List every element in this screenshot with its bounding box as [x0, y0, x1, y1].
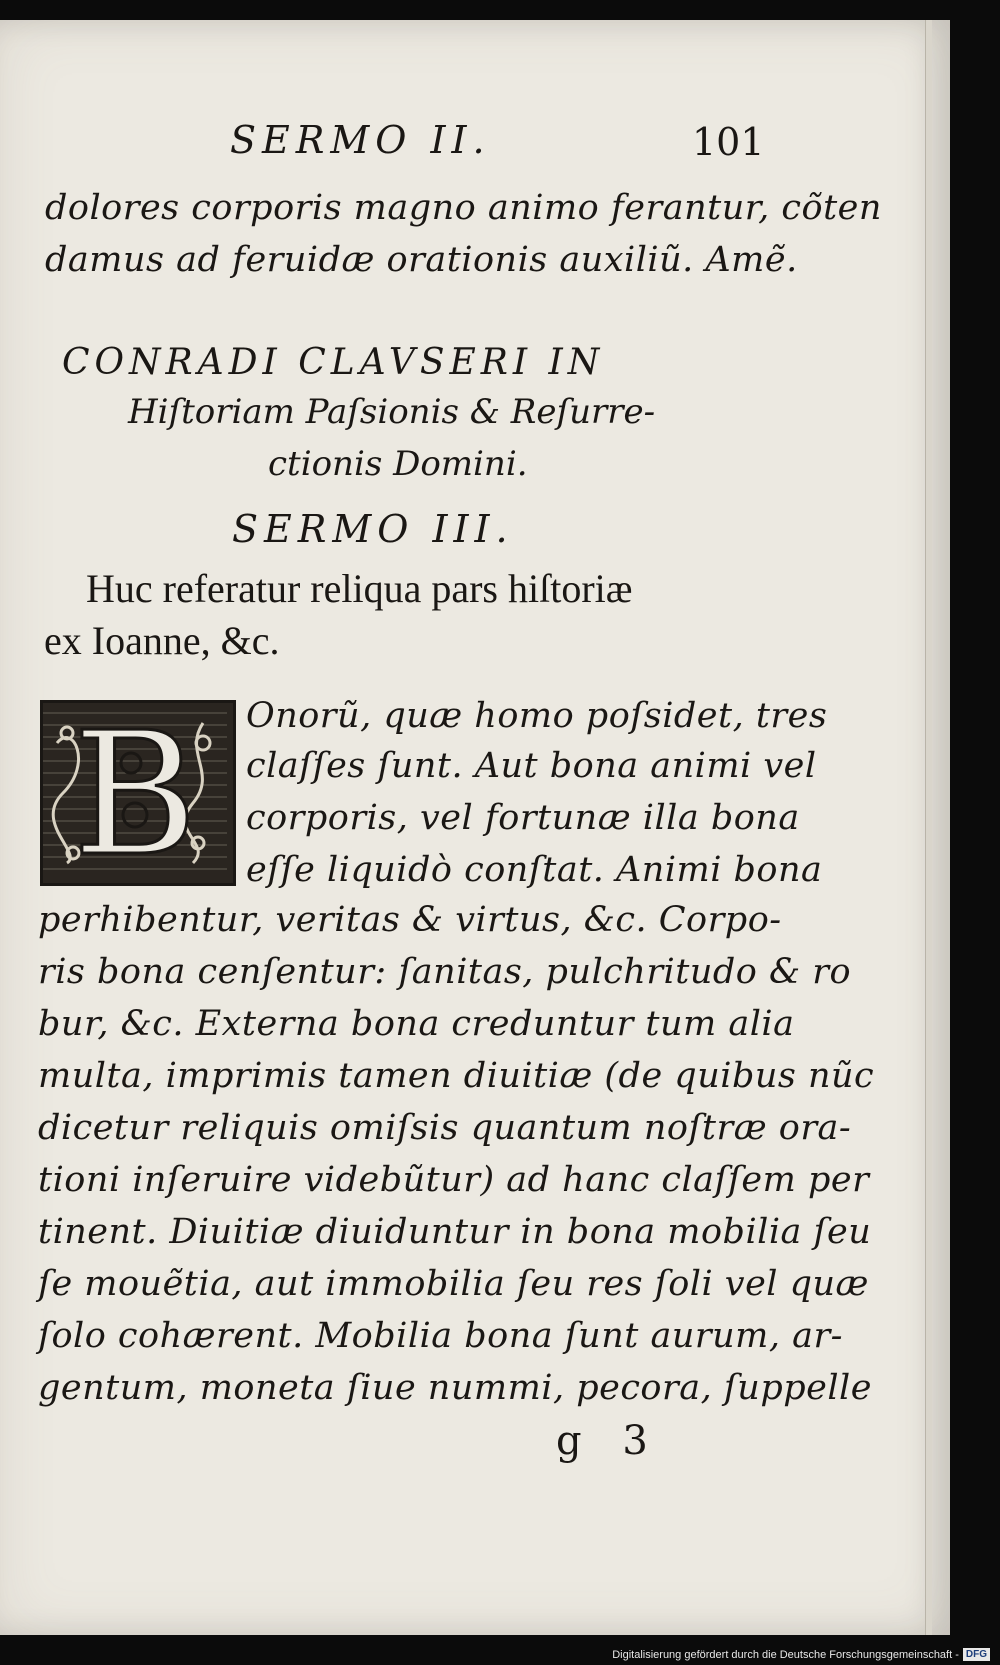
text-line: ſe mouẽtia, aut immobilia ſeu res ſoli vel quæ — [38, 1264, 869, 1304]
text-line: dicetur reliquis omiſsis quantum noſtræ ora- — [38, 1108, 852, 1148]
decorated-initial-b-icon — [40, 700, 236, 886]
section-title: CONRADI CLAVSERI IN — [62, 342, 605, 383]
section-title: ctionis Domini. — [268, 444, 528, 484]
text-line: gentum, moneta ſiue nummi, pecora, ſuppelle — [38, 1368, 872, 1408]
text-line: ſolo cohærent. Mobilia bona ſunt aurum, ar- — [38, 1316, 844, 1356]
rubric-line: Huc referatur reliqua pars hiſtoriæ — [86, 566, 633, 611]
text-line: Onorũ, quæ homo poſsidet, tres — [246, 696, 828, 736]
page-edge — [925, 20, 932, 1635]
text-line: eſſe liquidò conſtat. Animi bona — [246, 850, 823, 890]
text-line: damus ad feruidæ orationis auxiliũ. Amẽ. — [45, 240, 798, 280]
dfg-logo-icon: DFG — [963, 1648, 990, 1661]
text-line: dolores corporis magno animo ferantur, cõten — [45, 188, 882, 228]
sermon-heading: SERMO III. — [232, 507, 514, 551]
text-line: bur, &c. Externa bona creduntur tum alia — [38, 1004, 795, 1044]
text-line: ris bona cenſentur: ſanitas, pulchritudo & ro — [38, 952, 852, 992]
text-line: multa, imprimis tamen diuitiæ (de quibus nũc — [38, 1056, 875, 1096]
signature-mark: g 3 — [556, 1418, 662, 1464]
rubric-line: ex Ioanne, &c. — [44, 618, 280, 663]
text-line: claſſes ſunt. Aut bona animi vel — [246, 746, 817, 786]
text-line: perhibentur, veritas & virtus, &c. Corpo- — [38, 900, 782, 940]
credit-text: Digitalisierung gefördert durch die Deutsche Forschungsgemeinschaft - — [612, 1648, 959, 1661]
text-line: tioni inſeruire videbũtur) ad hanc claſſem per — [38, 1160, 870, 1200]
text-line: tinent. Diuitiæ diuiduntur in bona mobilia ſeu — [38, 1212, 872, 1252]
book-page — [0, 20, 950, 1635]
svg-text:B: B — [72, 703, 198, 877]
text-line: corporis, vel fortunæ illa bona — [246, 798, 800, 838]
page-number: 101 — [692, 120, 765, 164]
section-title: Hiſtoriam Paſsionis & Reſurre- — [128, 392, 656, 432]
running-head: SERMO II. — [230, 118, 491, 162]
digitization-credit — [612, 1648, 990, 1661]
